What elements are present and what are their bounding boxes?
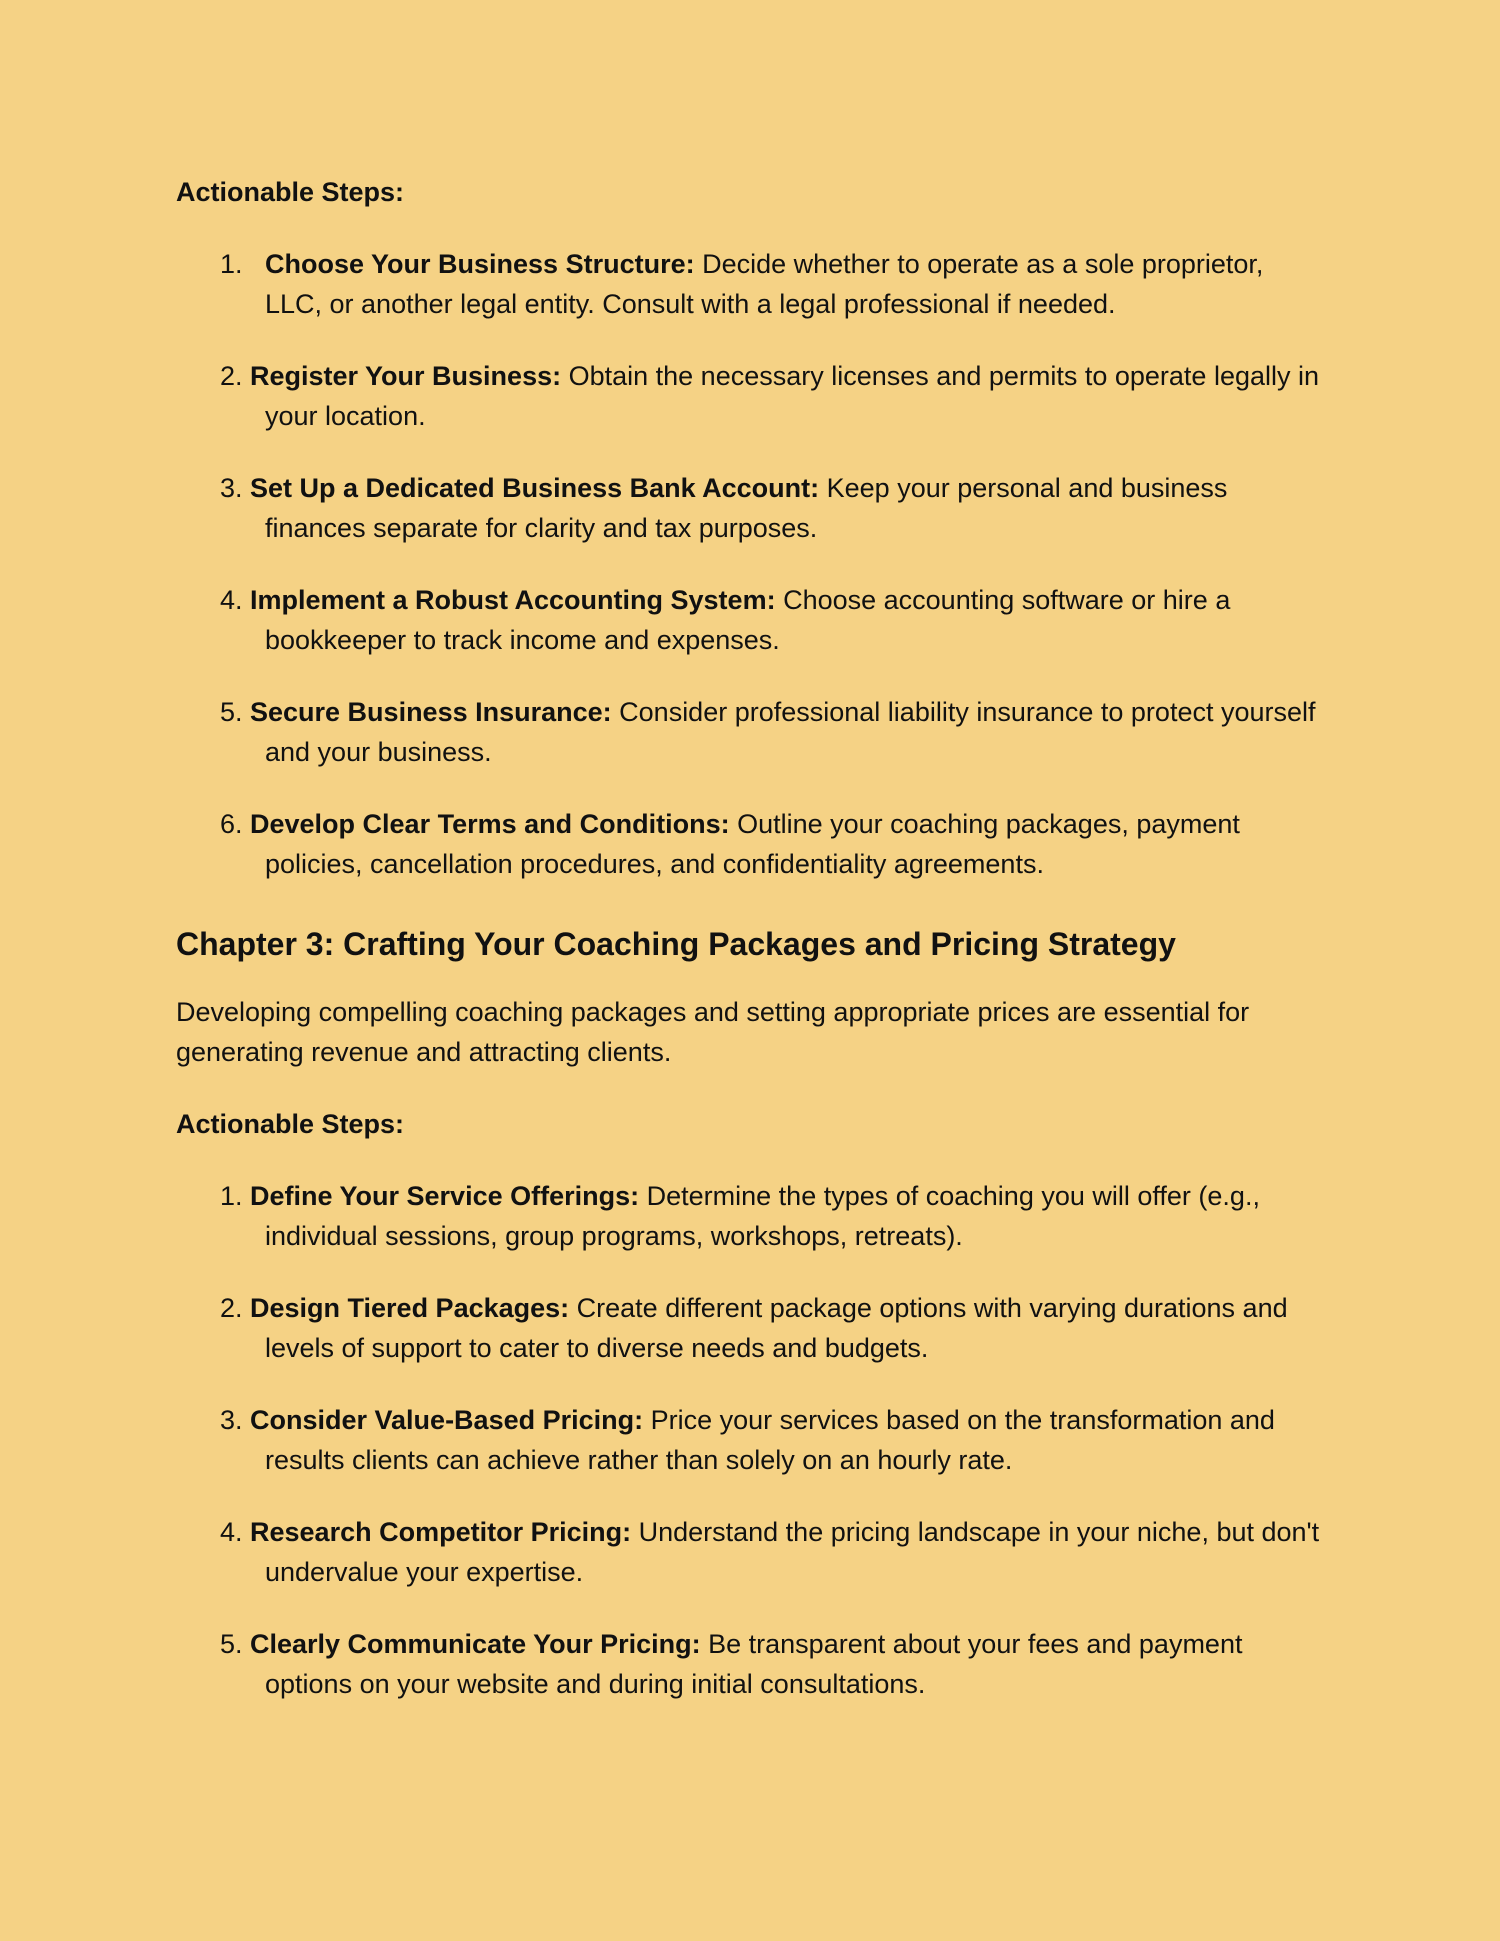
step-title: Design Tiered Packages: xyxy=(250,1293,570,1323)
list-item xyxy=(176,1512,1326,1592)
list-item xyxy=(176,1624,1326,1704)
step-number: 4. xyxy=(220,1517,243,1547)
step-title: Choose Your Business Structure: xyxy=(265,249,695,279)
step-text: Consider professional liability insurance to protect yourself and your business. xyxy=(265,697,1316,767)
step-text: Decide whether to operate as a sole proprietor, LLC, or another legal entity. Consult with a legal professional if needed. xyxy=(265,249,1264,319)
step-title: Consider Value-Based Pricing: xyxy=(250,1405,644,1435)
step-title: Develop Clear Terms and Conditions: xyxy=(250,809,730,839)
section-label: Actionable Steps: xyxy=(176,177,405,207)
step-title: Define Your Service Offerings: xyxy=(250,1181,640,1211)
step-number: 3. xyxy=(220,473,243,503)
list-item xyxy=(176,692,1326,772)
chapter-intro: Developing compelling coaching packages and setting appropriate prices are essential for generating revenue and attracting clients. xyxy=(176,997,1250,1067)
step-text: Be transparent about your fees and payment options on your website and during initial consultations. xyxy=(265,1629,1243,1699)
step-text: Create different package options with varying durations and levels of support to cater to diverse needs and budgets. xyxy=(265,1293,1288,1363)
step-number: 4. xyxy=(220,585,243,615)
step-title: Secure Business Insurance: xyxy=(250,697,612,727)
step-number: 1. xyxy=(220,1181,243,1211)
step-text: Understand the pricing landscape in your niche, but don't undervalue your expertise. xyxy=(265,1517,1320,1587)
step-text: Keep your personal and business finances separate for clarity and tax purposes. xyxy=(265,473,1228,543)
step-number: 1. xyxy=(220,249,243,279)
step-text: Obtain the necessary licenses and permits to operate legally in your location. xyxy=(265,361,1320,431)
list-item xyxy=(176,1400,1326,1480)
step-title: Register Your Business: xyxy=(250,361,562,391)
pricing-steps-list xyxy=(176,1176,1326,1704)
step-number: 3. xyxy=(220,1405,243,1435)
step-number: 5. xyxy=(220,697,243,727)
business-steps-list xyxy=(176,244,1326,884)
document-content xyxy=(176,172,1326,1704)
step-text: Choose accounting software or hire a bookkeeper to track income and expenses. xyxy=(265,585,1231,655)
chapter-title: Chapter 3: Crafting Your Coaching Packages and Pricing Strategy xyxy=(176,926,1176,962)
step-number: 2. xyxy=(220,1293,243,1323)
step-title: Set Up a Dedicated Business Bank Account: xyxy=(250,473,820,503)
list-item xyxy=(176,1288,1326,1368)
section-label: Actionable Steps: xyxy=(176,1109,405,1139)
step-text: Price your services based on the transformation and results clients can achieve rather than solely on an hourly rate. xyxy=(265,1405,1275,1475)
step-title: Implement a Robust Accounting System: xyxy=(250,585,776,615)
list-item xyxy=(176,804,1326,884)
step-title: Clearly Communicate Your Pricing: xyxy=(250,1629,701,1659)
list-item xyxy=(176,468,1326,548)
step-number: 6. xyxy=(220,809,243,839)
list-item xyxy=(176,580,1326,660)
step-number: 2. xyxy=(220,361,243,391)
list-item xyxy=(176,244,1326,324)
step-text: Outline your coaching packages, payment policies, cancellation procedures, and confidentiality agreements. xyxy=(265,809,1240,879)
list-item xyxy=(176,356,1326,436)
step-number: 5. xyxy=(220,1629,243,1659)
step-text: Determine the types of coaching you will offer (e.g., individual sessions, group programs, workshops, retreats). xyxy=(265,1181,1260,1251)
step-title: Research Competitor Pricing: xyxy=(250,1517,632,1547)
list-item xyxy=(176,1176,1326,1256)
